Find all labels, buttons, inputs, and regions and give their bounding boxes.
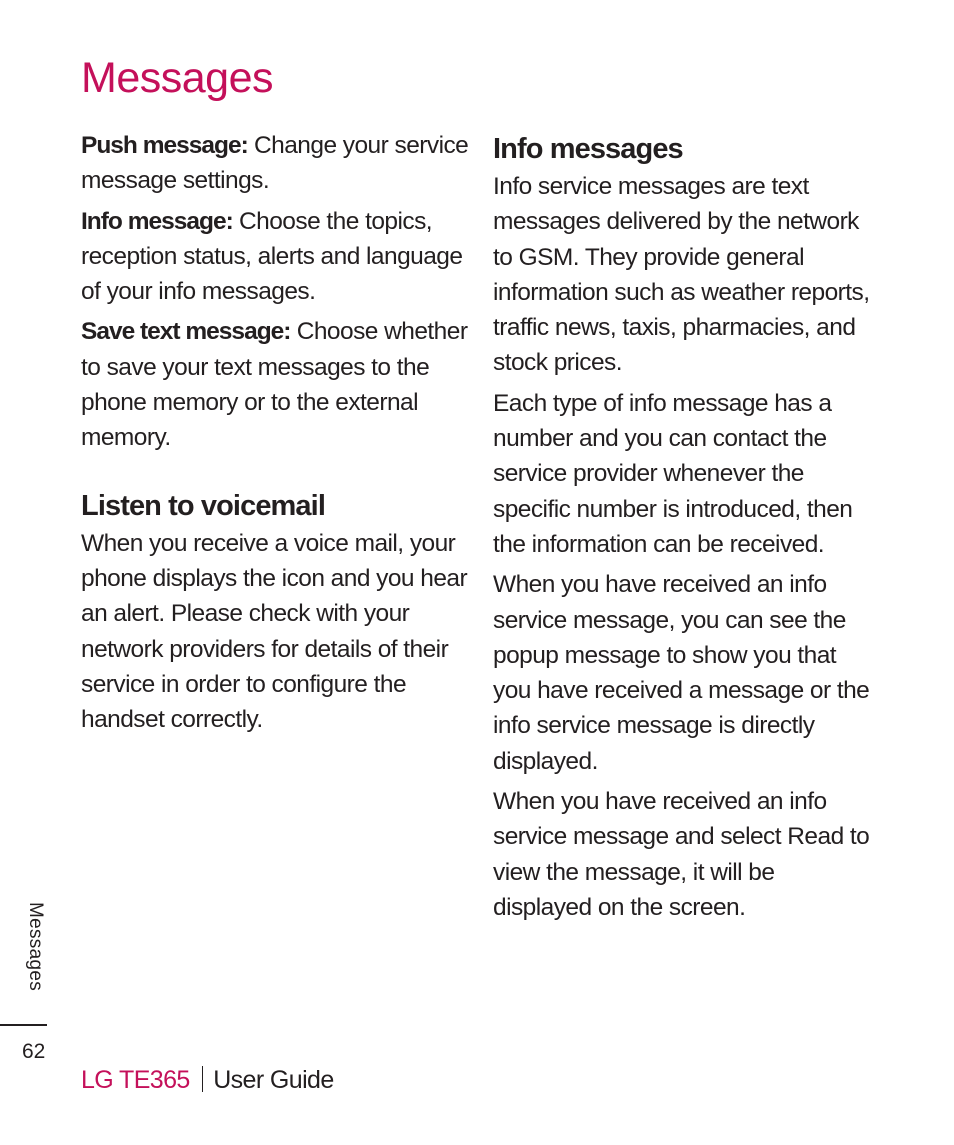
setting-term: Info message: (81, 207, 233, 235)
info-paragraph: Each type of info message has a number and you can contact the service provider whenever the specific number is introduced, then the information can be received. (493, 389, 853, 558)
setting-description: Choose whether to save your text messages to the phone memory or to the external memory. (81, 318, 468, 452)
page-number: 62 (22, 1040, 46, 1063)
setting-description: Change your service message settings. (81, 132, 469, 195)
voicemail-paragraph: When you receive a voice mail, your phone displays the icon and you hear an alert. Please check with your network providers for details of their service in order to configure the handset correctly. (81, 529, 468, 734)
footer-guide: User Guide (213, 1066, 334, 1094)
setting-term: Save text message: (81, 318, 291, 346)
section-heading-info-messages: Info messages (493, 133, 683, 165)
setting-push-message (81, 128, 476, 199)
side-divider (0, 1024, 47, 1026)
info-paragraph: When you have received an info service message and select Read to view the message, it will be displayed on the screen. (493, 788, 870, 921)
setting-description: Choose the topics, reception status, alerts and language of your info messages. (81, 207, 463, 306)
left-column (81, 128, 476, 742)
side-section-label-text: Messages (25, 902, 46, 991)
right-column (493, 128, 878, 930)
footer-separator (202, 1066, 204, 1092)
setting-term: Push message: (81, 132, 248, 159)
setting-info-message (81, 204, 476, 310)
footer (81, 1064, 334, 1096)
info-paragraph: Info service messages are text messages delivered by the network to GSM. They provide general information such as weather reports, traffic news, taxis, pharmacies, and stock prices. (493, 173, 870, 377)
section-heading-voicemail: Listen to voicemail (81, 489, 325, 522)
footer-model: LG TE365 (81, 1066, 190, 1094)
setting-save-text-message (81, 314, 476, 455)
page-title: Messages (81, 54, 273, 102)
info-paragraph: When you have received an info service message, you can see the popup message to show you that you have received a message or the info service message is directly displayed. (493, 571, 870, 775)
side-section-label (20, 902, 48, 1012)
